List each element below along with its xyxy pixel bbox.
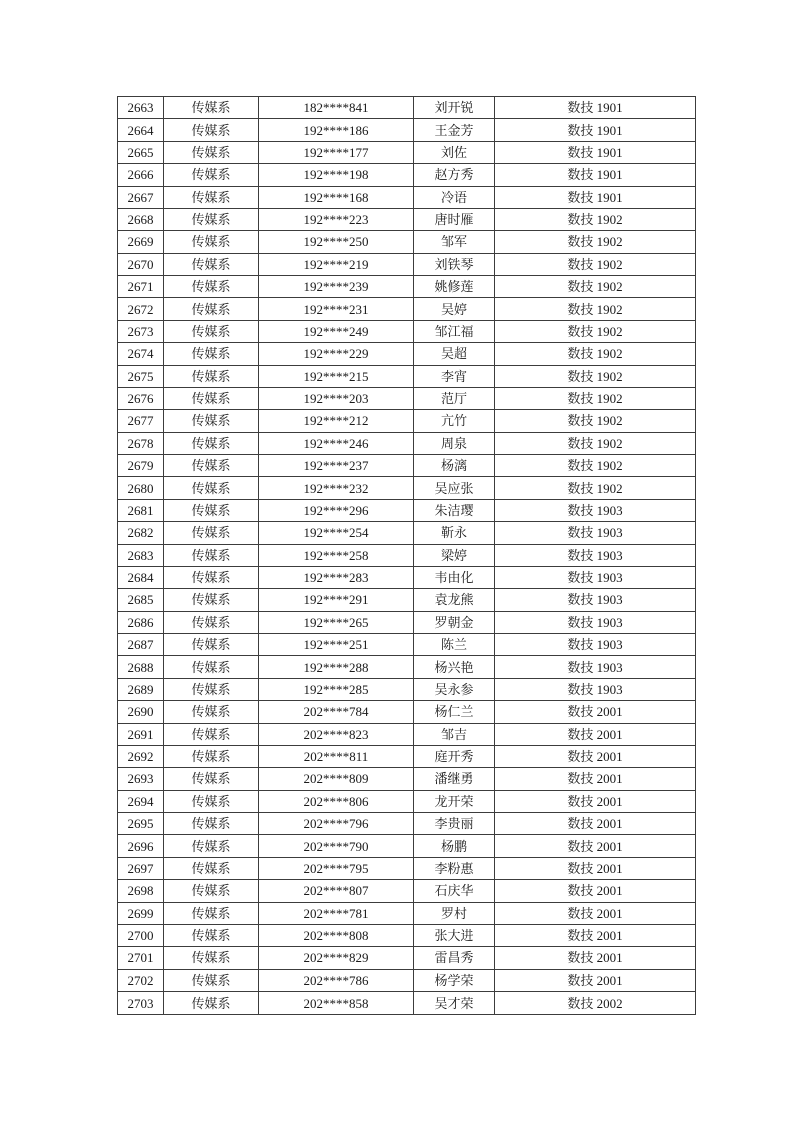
table-row xyxy=(118,544,696,566)
student-id-cell: 202****806 xyxy=(259,790,414,812)
student-id-cell: 202****781 xyxy=(259,902,414,924)
name-cell: 邹江福 xyxy=(414,320,495,342)
name-cell: 罗村 xyxy=(414,902,495,924)
row-number-cell: 2683 xyxy=(118,544,164,566)
name-cell: 杨漓 xyxy=(414,455,495,477)
student-id-cell: 192****251 xyxy=(259,634,414,656)
name-cell: 吴婷 xyxy=(414,298,495,320)
class-cell: 数技 1902 xyxy=(495,455,696,477)
class-cell: 数技 1903 xyxy=(495,611,696,633)
class-cell: 数技 2001 xyxy=(495,723,696,745)
student-id-cell: 192****258 xyxy=(259,544,414,566)
table-row xyxy=(118,969,696,991)
department-cell: 传媒系 xyxy=(164,253,259,275)
table-row xyxy=(118,947,696,969)
student-id-cell: 182****841 xyxy=(259,97,414,119)
student-id-cell: 202****811 xyxy=(259,745,414,767)
student-id-cell: 202****784 xyxy=(259,701,414,723)
table-row xyxy=(118,857,696,879)
student-roster-table xyxy=(117,96,696,1015)
table-row xyxy=(118,477,696,499)
name-cell: 靳永 xyxy=(414,522,495,544)
row-number-cell: 2701 xyxy=(118,947,164,969)
class-cell: 数技 2001 xyxy=(495,790,696,812)
name-cell: 赵方秀 xyxy=(414,164,495,186)
name-cell: 梁婷 xyxy=(414,544,495,566)
class-cell: 数技 2001 xyxy=(495,902,696,924)
row-number-cell: 2692 xyxy=(118,745,164,767)
row-number-cell: 2682 xyxy=(118,522,164,544)
class-cell: 数技 1902 xyxy=(495,365,696,387)
student-id-cell: 192****285 xyxy=(259,678,414,700)
row-number-cell: 2678 xyxy=(118,432,164,454)
name-cell: 杨仁兰 xyxy=(414,701,495,723)
department-cell: 传媒系 xyxy=(164,141,259,163)
class-cell: 数技 2001 xyxy=(495,813,696,835)
row-number-cell: 2664 xyxy=(118,119,164,141)
name-cell: 刘开锐 xyxy=(414,97,495,119)
row-number-cell: 2699 xyxy=(118,902,164,924)
row-number-cell: 2669 xyxy=(118,231,164,253)
row-number-cell: 2675 xyxy=(118,365,164,387)
class-cell: 数技 2001 xyxy=(495,857,696,879)
department-cell: 传媒系 xyxy=(164,924,259,946)
row-number-cell: 2679 xyxy=(118,455,164,477)
name-cell: 王金芳 xyxy=(414,119,495,141)
class-cell: 数技 1903 xyxy=(495,678,696,700)
name-cell: 吴才荣 xyxy=(414,992,495,1015)
class-cell: 数技 1902 xyxy=(495,253,696,275)
table-row xyxy=(118,141,696,163)
department-cell: 传媒系 xyxy=(164,477,259,499)
department-cell: 传媒系 xyxy=(164,343,259,365)
table-row xyxy=(118,656,696,678)
table-row xyxy=(118,432,696,454)
student-id-cell: 192****283 xyxy=(259,566,414,588)
class-cell: 数技 1902 xyxy=(495,477,696,499)
class-cell: 数技 2001 xyxy=(495,880,696,902)
class-cell: 数技 1902 xyxy=(495,432,696,454)
table-row xyxy=(118,790,696,812)
class-cell: 数技 1901 xyxy=(495,97,696,119)
name-cell: 周泉 xyxy=(414,432,495,454)
name-cell: 吴应张 xyxy=(414,477,495,499)
student-id-cell: 202****809 xyxy=(259,768,414,790)
row-number-cell: 2688 xyxy=(118,656,164,678)
row-number-cell: 2700 xyxy=(118,924,164,946)
row-number-cell: 2698 xyxy=(118,880,164,902)
class-cell: 数技 2001 xyxy=(495,924,696,946)
table-row xyxy=(118,768,696,790)
department-cell: 传媒系 xyxy=(164,410,259,432)
row-number-cell: 2694 xyxy=(118,790,164,812)
class-cell: 数技 1902 xyxy=(495,276,696,298)
student-id-cell: 202****808 xyxy=(259,924,414,946)
table-row xyxy=(118,701,696,723)
name-cell: 冷语 xyxy=(414,186,495,208)
table-row xyxy=(118,343,696,365)
department-cell: 传媒系 xyxy=(164,320,259,342)
department-cell: 传媒系 xyxy=(164,455,259,477)
row-number-cell: 2702 xyxy=(118,969,164,991)
row-number-cell: 2695 xyxy=(118,813,164,835)
table-row xyxy=(118,992,696,1015)
class-cell: 数技 1902 xyxy=(495,343,696,365)
name-cell: 陈兰 xyxy=(414,634,495,656)
row-number-cell: 2689 xyxy=(118,678,164,700)
department-cell: 传媒系 xyxy=(164,611,259,633)
student-id-cell: 192****177 xyxy=(259,141,414,163)
table-row xyxy=(118,611,696,633)
table-row xyxy=(118,208,696,230)
department-cell: 传媒系 xyxy=(164,566,259,588)
class-cell: 数技 1901 xyxy=(495,186,696,208)
name-cell: 李贵丽 xyxy=(414,813,495,835)
table-row xyxy=(118,566,696,588)
class-cell: 数技 1901 xyxy=(495,141,696,163)
table-row xyxy=(118,723,696,745)
student-id-cell: 192****232 xyxy=(259,477,414,499)
row-number-cell: 2677 xyxy=(118,410,164,432)
class-cell: 数技 1903 xyxy=(495,566,696,588)
student-id-cell: 192****198 xyxy=(259,164,414,186)
department-cell: 传媒系 xyxy=(164,522,259,544)
department-cell: 传媒系 xyxy=(164,186,259,208)
class-cell: 数技 1902 xyxy=(495,208,696,230)
student-id-cell: 192****288 xyxy=(259,656,414,678)
class-cell: 数技 1901 xyxy=(495,164,696,186)
student-id-cell: 192****239 xyxy=(259,276,414,298)
row-number-cell: 2687 xyxy=(118,634,164,656)
class-cell: 数技 2001 xyxy=(495,701,696,723)
department-cell: 传媒系 xyxy=(164,813,259,835)
department-cell: 传媒系 xyxy=(164,544,259,566)
row-number-cell: 2680 xyxy=(118,477,164,499)
name-cell: 邹军 xyxy=(414,231,495,253)
student-id-cell: 192****254 xyxy=(259,522,414,544)
student-id-cell: 202****829 xyxy=(259,947,414,969)
table-row xyxy=(118,231,696,253)
name-cell: 邹吉 xyxy=(414,723,495,745)
name-cell: 龙开荣 xyxy=(414,790,495,812)
table-row xyxy=(118,97,696,119)
row-number-cell: 2697 xyxy=(118,857,164,879)
name-cell: 范厅 xyxy=(414,387,495,409)
row-number-cell: 2670 xyxy=(118,253,164,275)
student-id-cell: 192****229 xyxy=(259,343,414,365)
row-number-cell: 2673 xyxy=(118,320,164,342)
department-cell: 传媒系 xyxy=(164,634,259,656)
table-body xyxy=(118,97,696,1015)
student-id-cell: 192****246 xyxy=(259,432,414,454)
student-id-cell: 192****203 xyxy=(259,387,414,409)
department-cell: 传媒系 xyxy=(164,969,259,991)
table-row xyxy=(118,835,696,857)
name-cell: 罗朝金 xyxy=(414,611,495,633)
department-cell: 传媒系 xyxy=(164,902,259,924)
row-number-cell: 2703 xyxy=(118,992,164,1015)
student-id-cell: 192****231 xyxy=(259,298,414,320)
department-cell: 传媒系 xyxy=(164,723,259,745)
student-id-cell: 202****786 xyxy=(259,969,414,991)
department-cell: 传媒系 xyxy=(164,745,259,767)
department-cell: 传媒系 xyxy=(164,298,259,320)
department-cell: 传媒系 xyxy=(164,992,259,1015)
table-row xyxy=(118,410,696,432)
table-row xyxy=(118,455,696,477)
name-cell: 杨兴艳 xyxy=(414,656,495,678)
row-number-cell: 2674 xyxy=(118,343,164,365)
student-id-cell: 192****250 xyxy=(259,231,414,253)
row-number-cell: 2663 xyxy=(118,97,164,119)
name-cell: 姚修莲 xyxy=(414,276,495,298)
student-id-cell: 202****796 xyxy=(259,813,414,835)
name-cell: 韦由化 xyxy=(414,566,495,588)
student-id-cell: 192****223 xyxy=(259,208,414,230)
table-row xyxy=(118,320,696,342)
name-cell: 刘铁琴 xyxy=(414,253,495,275)
class-cell: 数技 2001 xyxy=(495,835,696,857)
class-cell: 数技 2001 xyxy=(495,947,696,969)
table-row xyxy=(118,276,696,298)
class-cell: 数技 1903 xyxy=(495,634,696,656)
row-number-cell: 2671 xyxy=(118,276,164,298)
class-cell: 数技 1902 xyxy=(495,231,696,253)
row-number-cell: 2686 xyxy=(118,611,164,633)
name-cell: 石庆华 xyxy=(414,880,495,902)
row-number-cell: 2665 xyxy=(118,141,164,163)
student-id-cell: 202****807 xyxy=(259,880,414,902)
department-cell: 传媒系 xyxy=(164,857,259,879)
row-number-cell: 2684 xyxy=(118,566,164,588)
student-id-cell: 192****186 xyxy=(259,119,414,141)
table-row xyxy=(118,880,696,902)
student-id-cell: 202****858 xyxy=(259,992,414,1015)
table-row xyxy=(118,119,696,141)
name-cell: 杨学荣 xyxy=(414,969,495,991)
class-cell: 数技 1903 xyxy=(495,499,696,521)
class-cell: 数技 1902 xyxy=(495,298,696,320)
student-id-cell: 192****296 xyxy=(259,499,414,521)
row-number-cell: 2690 xyxy=(118,701,164,723)
table-row xyxy=(118,298,696,320)
row-number-cell: 2667 xyxy=(118,186,164,208)
department-cell: 传媒系 xyxy=(164,119,259,141)
table-row xyxy=(118,589,696,611)
department-cell: 传媒系 xyxy=(164,835,259,857)
class-cell: 数技 2001 xyxy=(495,969,696,991)
class-cell: 数技 2001 xyxy=(495,768,696,790)
department-cell: 传媒系 xyxy=(164,231,259,253)
class-cell: 数技 1903 xyxy=(495,544,696,566)
table-row xyxy=(118,164,696,186)
department-cell: 传媒系 xyxy=(164,790,259,812)
row-number-cell: 2676 xyxy=(118,387,164,409)
class-cell: 数技 1902 xyxy=(495,410,696,432)
department-cell: 传媒系 xyxy=(164,880,259,902)
department-cell: 传媒系 xyxy=(164,432,259,454)
class-cell: 数技 2002 xyxy=(495,992,696,1015)
student-id-cell: 192****249 xyxy=(259,320,414,342)
department-cell: 传媒系 xyxy=(164,276,259,298)
table-row xyxy=(118,186,696,208)
table-row xyxy=(118,522,696,544)
name-cell: 吴永参 xyxy=(414,678,495,700)
student-id-cell: 192****291 xyxy=(259,589,414,611)
row-number-cell: 2693 xyxy=(118,768,164,790)
department-cell: 传媒系 xyxy=(164,387,259,409)
student-id-cell: 192****212 xyxy=(259,410,414,432)
row-number-cell: 2666 xyxy=(118,164,164,186)
department-cell: 传媒系 xyxy=(164,701,259,723)
name-cell: 李宵 xyxy=(414,365,495,387)
name-cell: 潘继勇 xyxy=(414,768,495,790)
name-cell: 朱洁璎 xyxy=(414,499,495,521)
student-id-cell: 192****215 xyxy=(259,365,414,387)
row-number-cell: 2696 xyxy=(118,835,164,857)
department-cell: 传媒系 xyxy=(164,768,259,790)
class-cell: 数技 1902 xyxy=(495,320,696,342)
class-cell: 数技 1903 xyxy=(495,656,696,678)
name-cell: 袁龙熊 xyxy=(414,589,495,611)
department-cell: 传媒系 xyxy=(164,947,259,969)
class-cell: 数技 1902 xyxy=(495,387,696,409)
table-row xyxy=(118,678,696,700)
student-id-cell: 202****823 xyxy=(259,723,414,745)
class-cell: 数技 2001 xyxy=(495,745,696,767)
department-cell: 传媒系 xyxy=(164,678,259,700)
student-id-cell: 202****795 xyxy=(259,857,414,879)
name-cell: 吴超 xyxy=(414,343,495,365)
student-id-cell: 192****219 xyxy=(259,253,414,275)
row-number-cell: 2691 xyxy=(118,723,164,745)
table-row xyxy=(118,634,696,656)
table-row xyxy=(118,745,696,767)
class-cell: 数技 1901 xyxy=(495,119,696,141)
name-cell: 庭开秀 xyxy=(414,745,495,767)
name-cell: 亢竹 xyxy=(414,410,495,432)
class-cell: 数技 1903 xyxy=(495,522,696,544)
department-cell: 传媒系 xyxy=(164,656,259,678)
student-id-cell: 192****265 xyxy=(259,611,414,633)
row-number-cell: 2668 xyxy=(118,208,164,230)
department-cell: 传媒系 xyxy=(164,499,259,521)
table-row xyxy=(118,387,696,409)
student-id-cell: 202****790 xyxy=(259,835,414,857)
department-cell: 传媒系 xyxy=(164,164,259,186)
table-row xyxy=(118,253,696,275)
name-cell: 张大进 xyxy=(414,924,495,946)
table-row xyxy=(118,499,696,521)
department-cell: 传媒系 xyxy=(164,365,259,387)
table-row xyxy=(118,813,696,835)
row-number-cell: 2672 xyxy=(118,298,164,320)
table-row xyxy=(118,365,696,387)
table-row xyxy=(118,902,696,924)
department-cell: 传媒系 xyxy=(164,589,259,611)
name-cell: 唐时雁 xyxy=(414,208,495,230)
student-id-cell: 192****237 xyxy=(259,455,414,477)
table-row xyxy=(118,924,696,946)
class-cell: 数技 1903 xyxy=(495,589,696,611)
name-cell: 雷昌秀 xyxy=(414,947,495,969)
name-cell: 杨鹏 xyxy=(414,835,495,857)
student-id-cell: 192****168 xyxy=(259,186,414,208)
name-cell: 李粉惠 xyxy=(414,857,495,879)
row-number-cell: 2685 xyxy=(118,589,164,611)
name-cell: 刘佐 xyxy=(414,141,495,163)
department-cell: 传媒系 xyxy=(164,208,259,230)
row-number-cell: 2681 xyxy=(118,499,164,521)
department-cell: 传媒系 xyxy=(164,97,259,119)
